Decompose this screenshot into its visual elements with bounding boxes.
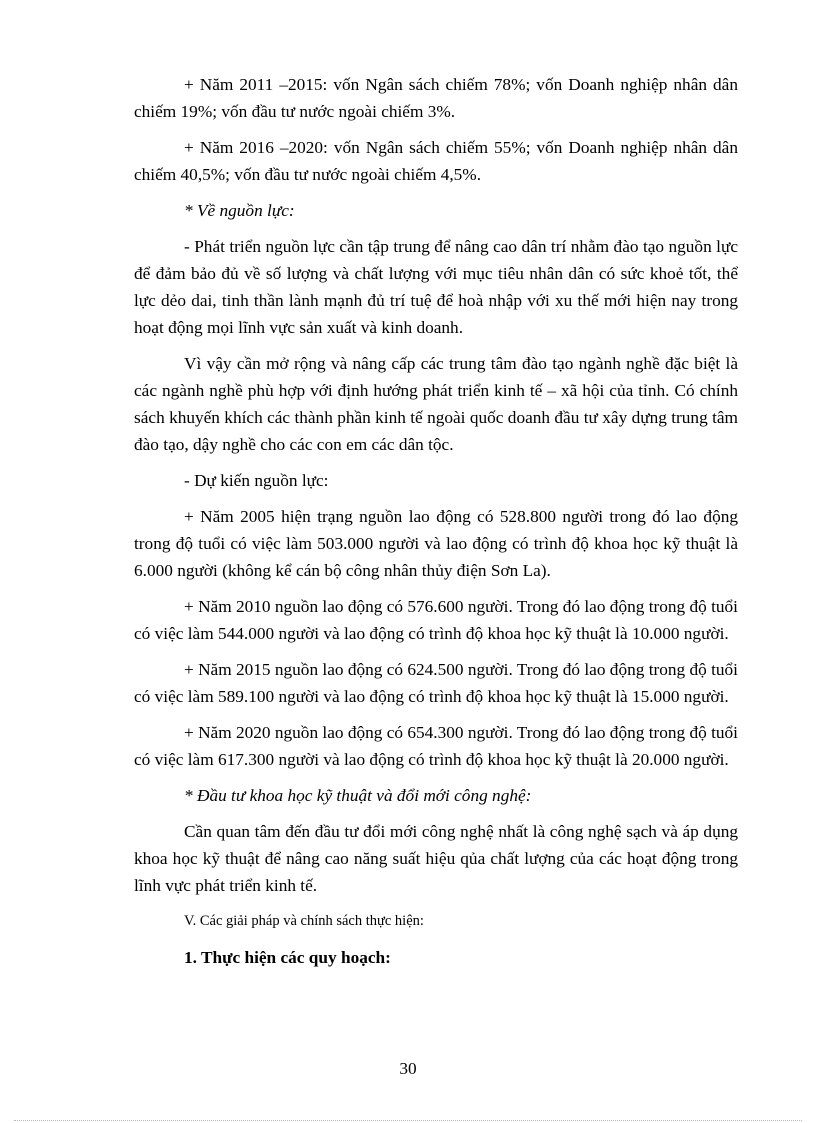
heading-science-technology: * Đầu tư khoa học kỹ thuật và đổi mới công nghệ: <box>184 786 532 805</box>
heading-human-resources: * Về nguồn lực: <box>184 201 295 220</box>
heading-section-v: V. Các giải pháp và chính sách thực hiện: <box>184 913 424 929</box>
paragraph-capital-2016-2020: + Năm 2016 –2020: vốn Ngân sách chiếm 55%; vốn Doanh nghiệp nhân dân chiếm 40,5%; vốn đầu tư nước ngoài chiếm 4,5%. <box>134 138 738 184</box>
page-bottom-divider <box>14 1120 802 1121</box>
page-number: 30 <box>399 1059 417 1078</box>
paragraph-labor-2020: + Năm 2020 nguồn lao động có 654.300 người. Trong đó lao động trong độ tuổi có việc làm 617.300 người và lao động có trình độ khoa học kỹ thuật là 20.000 người. <box>134 723 738 769</box>
paragraph-training-centers: Vì vậy cần mở rộng và nâng cấp các trung tâm đào tạo ngành nghề đặc biệt là các ngành nghề phù hợp với định hướng phát triển kinh tế – xã hội của tỉnh. Có chính sách khuyến khích các thành phần kinh tế ngoài quốc doanh đầu tư xây dựng trung tâm đào tạo, dậy nghề cho các con em các dân tộc. <box>134 354 738 454</box>
heading-forecast-resources: - Dự kiến nguồn lực: <box>184 471 329 490</box>
paragraph-technology-investment: Cần quan tâm đến đầu tư đổi mới công nghệ nhất là công nghệ sạch và áp dụng khoa học kỹ thuật để nâng cao năng suất hiệu qủa chất lượng của các hoạt động trong lĩnh vực phát triển kinh tế. <box>134 822 738 895</box>
heading-implement-plans: 1. Thực hiện các quy hoạch: <box>184 948 391 967</box>
paragraph-labor-2005: + Năm 2005 hiện trạng nguồn lao động có 528.800 người trong đó lao động trong độ tuổi có việc làm 503.000 người và lao động có trình độ khoa học kỹ thuật là 6.000 người (không kể cán bộ công nhân thủy điện Sơn La). <box>134 507 738 580</box>
paragraph-labor-2010: + Năm 2010 nguồn lao động có 576.600 người. Trong đó lao động trong độ tuổi có việc làm 544.000 người và lao động có trình độ khoa học kỹ thuật là 10.000 người. <box>134 597 738 643</box>
paragraph-develop-resources: - Phát triển nguồn lực cần tập trung để nâng cao dân trí nhằm đào tạo nguồn lực để đảm bảo đủ về số lượng và chất lượng với mục tiêu nhân dân có sức khoẻ tốt, thể lực dẻo dai, tinh thần lành mạnh đủ trí tuệ để hoà nhập với xu thế mới hiện nay trong hoạt động mọi lĩnh vực sản xuất và kinh doanh. <box>134 237 738 337</box>
paragraph-labor-2015: + Năm 2015 nguồn lao động có 624.500 người. Trong đó lao động trong độ tuổi có việc làm 589.100 người và lao động có trình độ khoa học kỹ thuật là 15.000 người. <box>134 660 738 706</box>
paragraph-capital-2011-2015: + Năm 2011 –2015: vốn Ngân sách chiếm 78%; vốn Doanh nghiệp nhân dân chiếm 19%; vốn đầu tư nước ngoài chiếm 3%. <box>134 75 738 121</box>
page-body <box>134 71 738 971</box>
